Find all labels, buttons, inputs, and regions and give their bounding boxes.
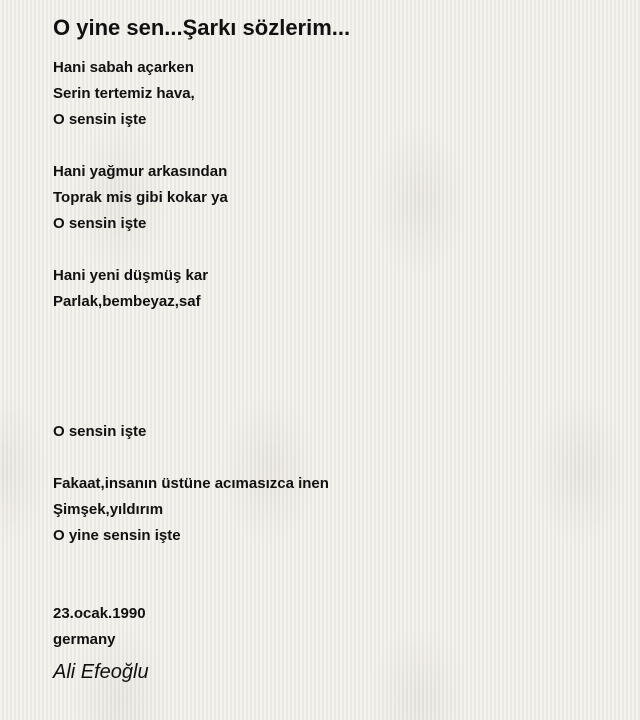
poem-line: O yine sensin işte	[53, 527, 181, 544]
stanza-break	[53, 393, 613, 419]
poem-date: 23.ocak.1990	[53, 605, 146, 622]
stanza-break	[53, 133, 613, 159]
stanza-break	[53, 575, 613, 601]
stanza-break	[53, 445, 613, 471]
poem-line: Serin tertemiz hava,	[53, 85, 195, 102]
poem-line: Fakaat,insanın üstüne acımasızca inen	[53, 475, 329, 492]
poem-body	[53, 55, 613, 653]
stanza-break	[53, 315, 613, 341]
poem-line: O sensin işte	[53, 111, 147, 128]
poem-line: Şimşek,yıldırım	[53, 501, 164, 518]
poem-line: O sensin işte	[53, 215, 147, 232]
poem-line: Hani sabah açarken	[53, 59, 194, 76]
stanza-break	[53, 341, 613, 367]
poem-line: Toprak mis gibi kokar ya	[53, 189, 228, 206]
stanza-break	[53, 237, 613, 263]
poem-title: O yine sen...Şarkı sözlerim...	[53, 15, 351, 40]
poem-line: Hani yağmur arkasından	[53, 163, 228, 180]
poem-line: Parlak,bembeyaz,saf	[53, 293, 201, 310]
poem-line: Hani yeni düşmüş kar	[53, 267, 209, 284]
poem-line: O sensin işte	[53, 423, 147, 440]
stanza-break	[53, 367, 613, 393]
poem-place: germany	[53, 631, 116, 648]
stanza-break	[53, 549, 613, 575]
poem-author: Ali Efeoğlu	[53, 661, 149, 683]
